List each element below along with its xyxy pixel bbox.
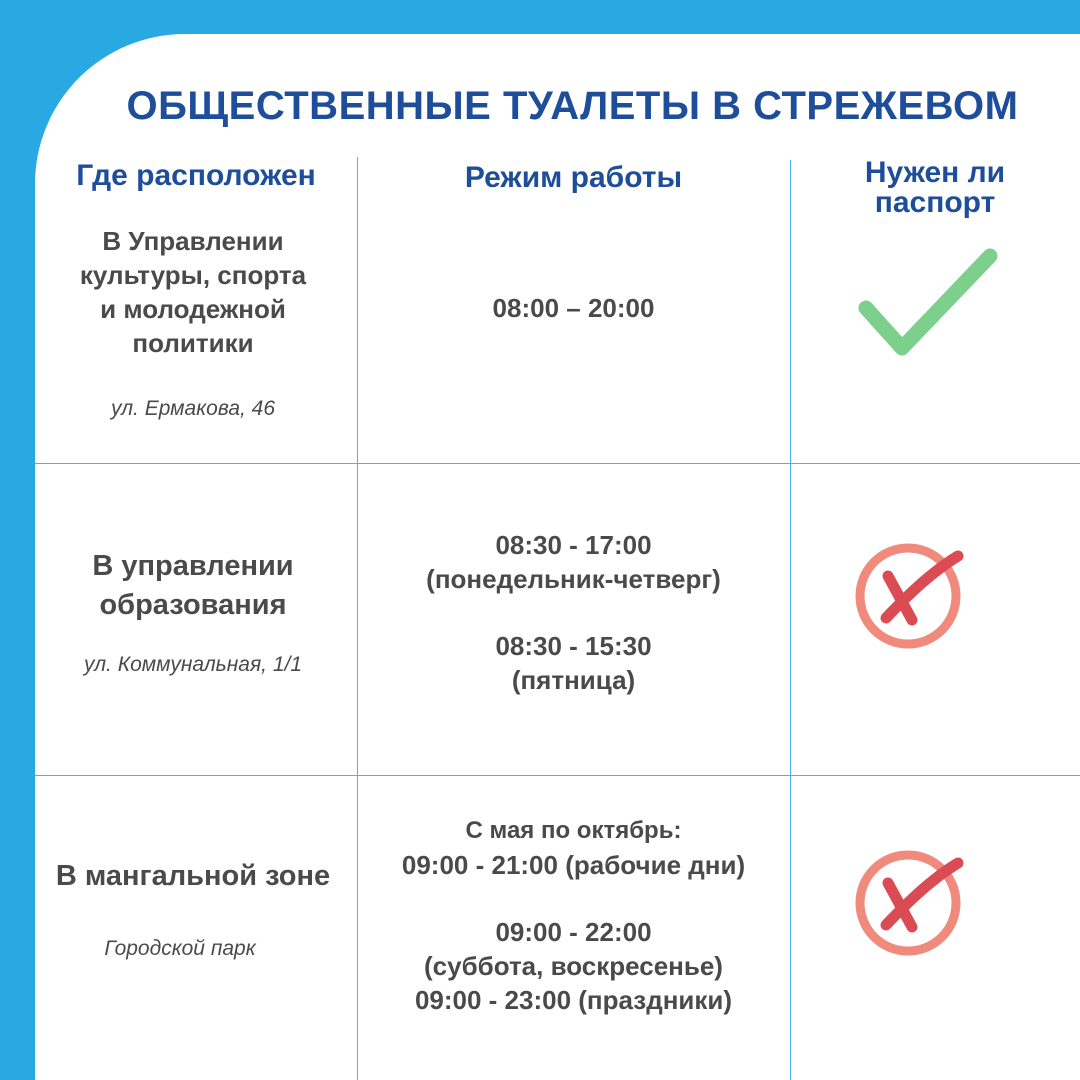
row-2-location-line: образования bbox=[99, 589, 287, 621]
row-1-address: ул. Ермакова, 46 bbox=[110, 397, 276, 420]
row-3-hours-line: 09:00 - 22:00 bbox=[495, 917, 652, 947]
row-3-hours bbox=[357, 814, 790, 1017]
cross-icon bbox=[850, 538, 970, 658]
row-2-location bbox=[35, 547, 351, 625]
header-passport-line-1: Нужен ли bbox=[864, 156, 1006, 189]
row-3-hours-line: 09:00 - 23:00 (праздники) bbox=[414, 985, 733, 1015]
check-icon bbox=[858, 248, 1003, 363]
row-3-hours-heading: С мая по октябрь: bbox=[465, 817, 682, 844]
row-2-location-line: В управлении bbox=[92, 550, 294, 582]
cross-icon bbox=[850, 845, 970, 965]
row-2-hours-line: 08:30 - 15:30 bbox=[495, 631, 652, 661]
row-3-address: Городской парк bbox=[104, 937, 256, 960]
row-2-hours-line: 08:30 - 17:00 bbox=[495, 530, 652, 560]
row-3-hours-line: (суббота, воскресенье) bbox=[424, 951, 723, 981]
row-3-location: В мангальной зоне bbox=[55, 860, 331, 892]
header-passport-line-2: паспорт bbox=[874, 186, 996, 219]
row-divider-2 bbox=[35, 775, 1080, 776]
row-divider-1 bbox=[35, 463, 1080, 464]
header-passport bbox=[790, 158, 1080, 218]
row-1-location bbox=[35, 224, 351, 360]
row-1-location-line: и молодежной bbox=[100, 294, 286, 324]
row-2-hours-line: (понедельник-четверг) bbox=[426, 564, 721, 594]
row-1-hours: 08:00 – 20:00 bbox=[492, 293, 655, 323]
header-location: Где расположен bbox=[76, 159, 316, 192]
row-3-hours-line: 09:00 - 21:00 (рабочие дни) bbox=[401, 850, 746, 880]
row-1-location-line: политики bbox=[132, 328, 254, 358]
row-1-location-line: культуры, спорта bbox=[79, 260, 307, 290]
row-1-location-line: В Управлении bbox=[102, 226, 284, 256]
row-2-address: ул. Коммунальная, 1/1 bbox=[83, 653, 303, 676]
page-title: ОБЩЕСТВЕННЫЕ ТУАЛЕТЫ В СТРЕЖЕВОМ bbox=[126, 84, 1019, 128]
header-hours: Режим работы bbox=[464, 161, 683, 194]
row-2-hours-line: (пятница) bbox=[511, 665, 636, 695]
row-2-hours bbox=[357, 528, 790, 697]
column-divider-2 bbox=[790, 160, 791, 1080]
